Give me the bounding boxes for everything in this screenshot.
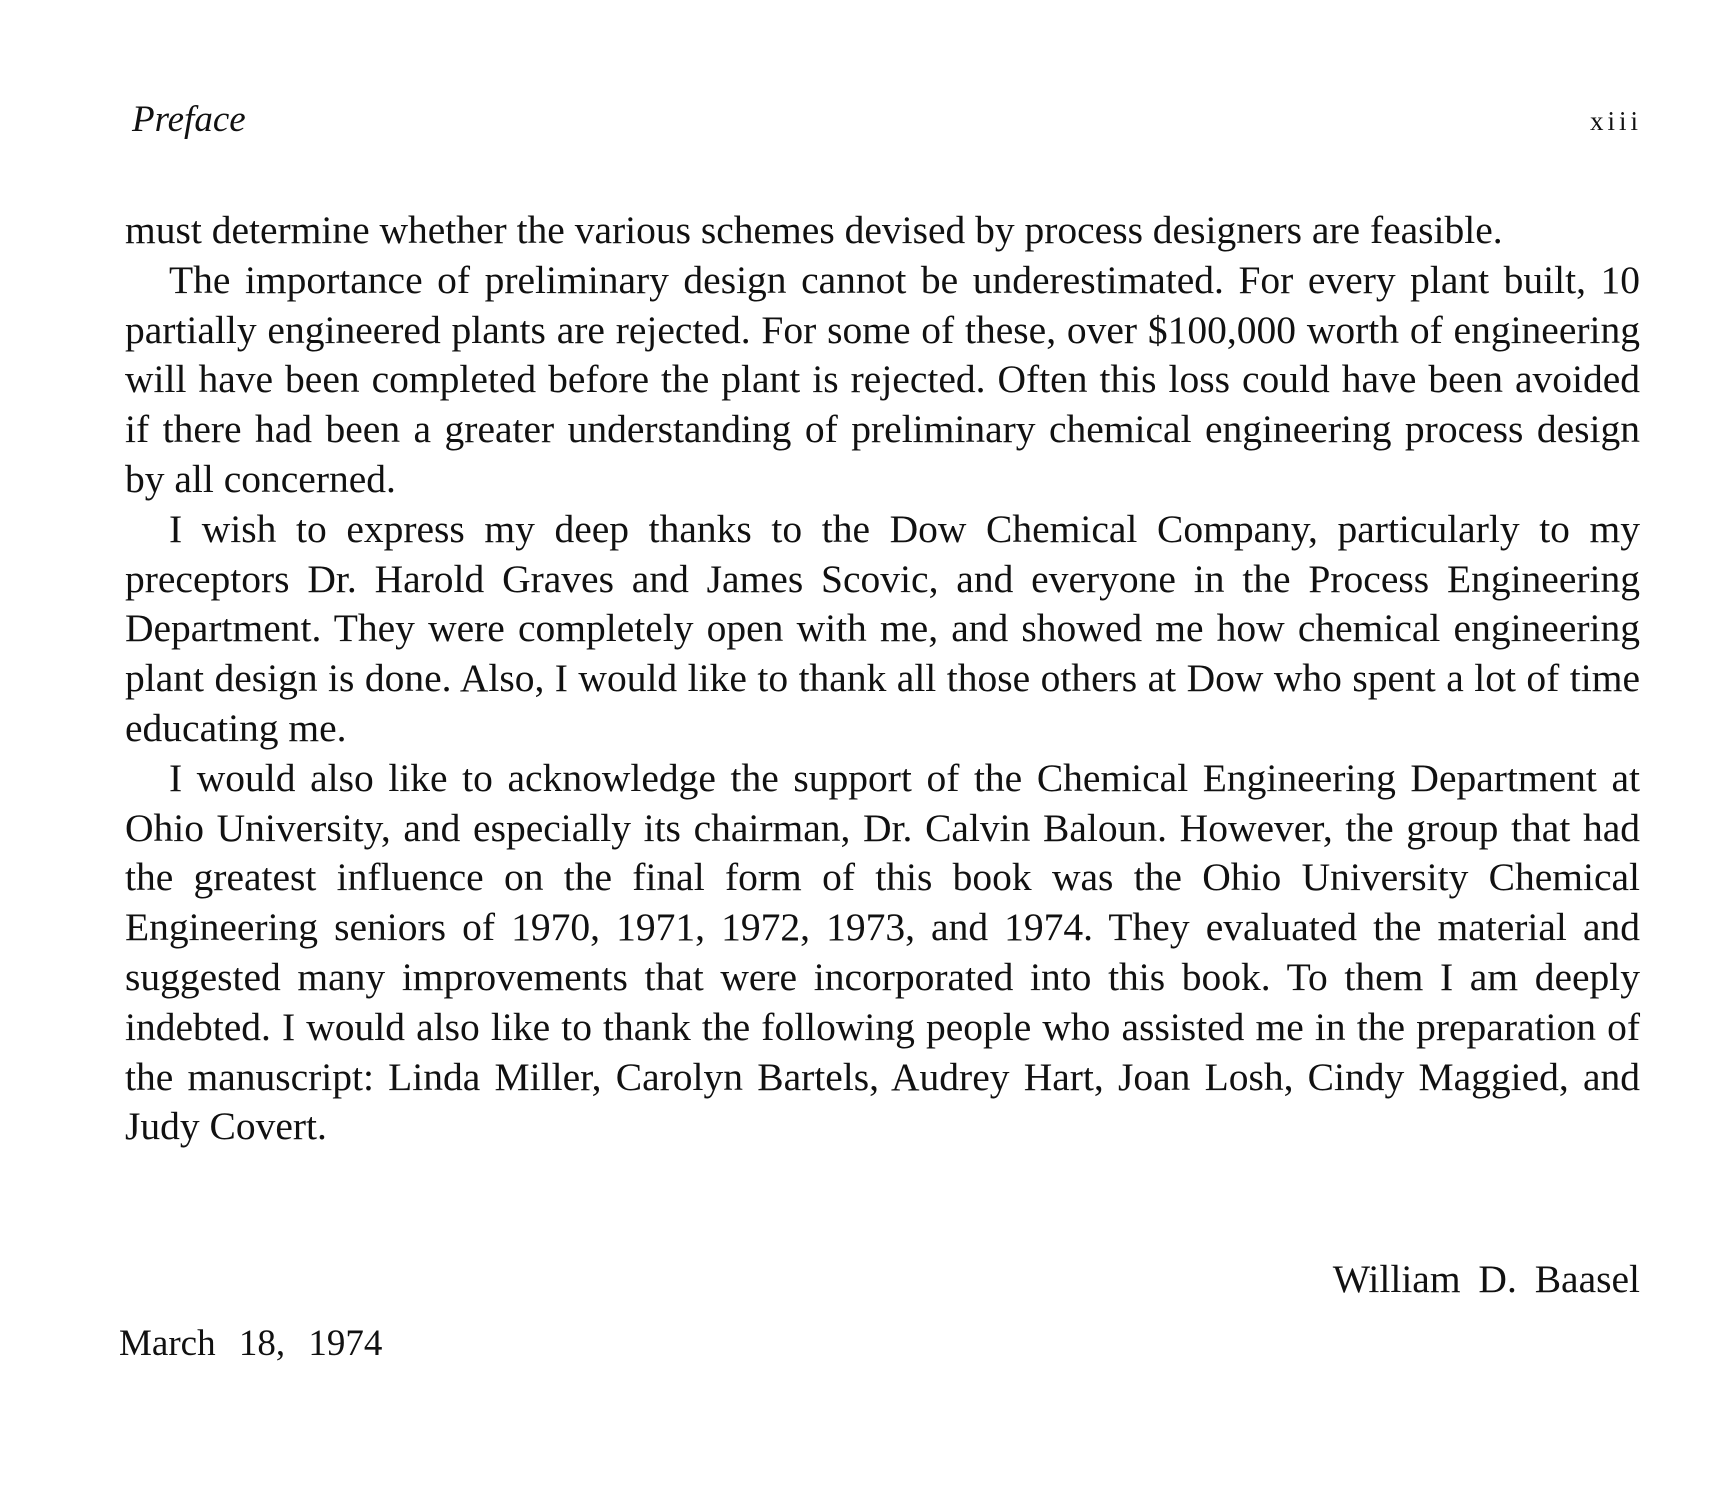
paragraph-continuation: must determine whether the various schemes devised by process designers are feasible. xyxy=(125,208,1503,252)
paragraph-ohio-acknowledgement: I would also like to acknowledge the support of the Chemical Engineering Department at Ohio University, and especially its chairman, Dr. Calvin Baloun. However, the group that had the greatest influence on the final form of this book was the Ohio University Chemical Engineering seniors of 1970, 1971, 1972, 1973, and 1974. They evaluated the material and suggested many improvements that were incorporated into this book. To them I am deeply indebted. I would also like to thank the following people who assisted me in the preparation of the manuscript: Linda Miller, Carolyn Bartels, Audrey Hart, Joan Losh, Cindy Maggied, and Judy Covert. xyxy=(125,755,1640,1149)
body-text xyxy=(125,206,1640,1152)
page-number: xiii xyxy=(1589,106,1642,136)
running-head: Preface xyxy=(132,99,246,140)
paragraph-dow-thanks: I wish to express my deep thanks to the Dow Chemical Company, particularly to my preceptors Dr. Harold Graves and James Scovic, and everyone in the Process Engineering Department. They were completely open with me, and showed me how chemical engineering plant design is done. Also, I would like to thank all those others at Dow who spent a lot of time educating me. xyxy=(125,506,1640,750)
paragraph-preliminary-design: The importance of preliminary design cannot be underestimated. For every plant built, 10 partially engineered plants are rejected. For some of these, over $100,000 worth of engineering will have been completed before the plant is rejected. Often this loss could have been avoided if there had been a greater understanding of preliminary chemical engineering process design by all concerned. xyxy=(125,257,1640,501)
author-signature: William D. Baasel xyxy=(1332,1257,1640,1301)
preface-date: March 18, 1974 xyxy=(119,1323,383,1364)
